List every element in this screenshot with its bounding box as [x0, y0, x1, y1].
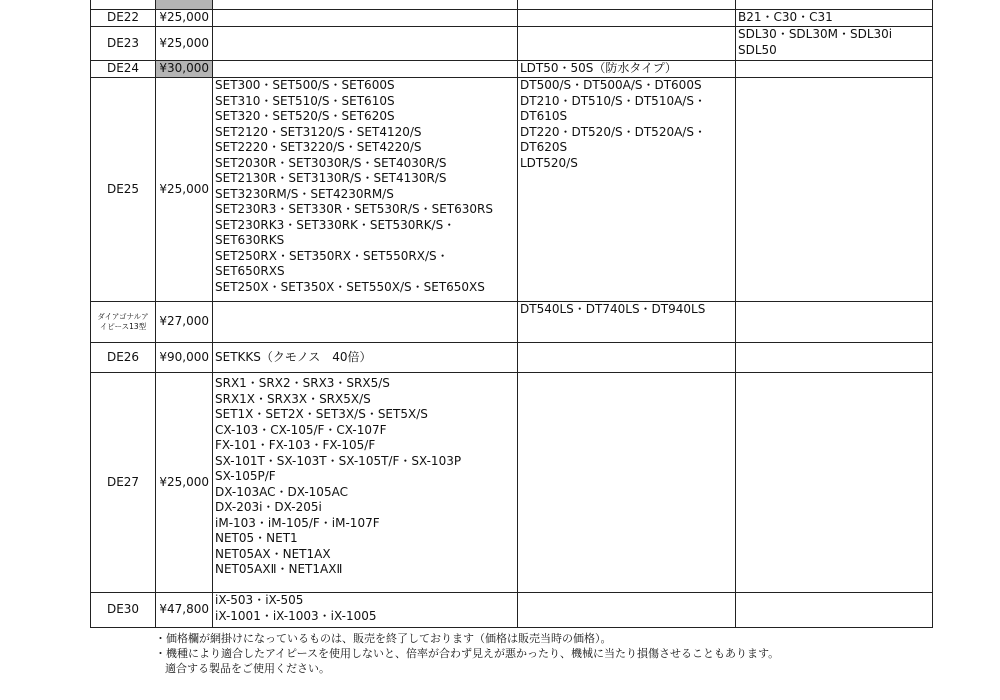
price-cell: ¥30,000 — [156, 61, 213, 78]
compatible-models-cell — [213, 78, 518, 302]
model-line: SRX1X・SRX3X・SRX5X/S — [215, 391, 371, 406]
model-line: NET05AXⅡ・NET1AXⅡ — [215, 562, 343, 576]
model-cell: DE25 — [91, 78, 156, 302]
price-cell: ¥25,000 — [156, 10, 213, 27]
compatible-models-cell — [518, 302, 736, 343]
model-line: SET3230RM/S・SET4230RM/S — [215, 186, 394, 201]
table-row — [91, 78, 933, 302]
model-line: SET300・SET500/S・SET600S — [215, 78, 395, 92]
model-line: SDL30・SDL30M・SDL30i — [738, 27, 893, 41]
compatible-models-cell — [518, 373, 736, 593]
model-line: SET630RKS — [215, 233, 285, 247]
model-cell: DE24 — [91, 61, 156, 78]
model-line: DX-103AC・DX-105AC — [215, 484, 348, 499]
price-cell: ¥47,800 — [156, 593, 213, 628]
model-line: B21・C30・C31 — [738, 10, 833, 24]
model-line: DT210・DT510/S・DT510A/S・ — [520, 93, 706, 108]
compatible-models-cell — [518, 78, 736, 302]
model-line: DT500/S・DT500A/S・DT600S — [520, 78, 702, 92]
table-row — [91, 27, 933, 61]
compatible-models-cell — [736, 10, 933, 27]
compatible-models-cell — [213, 343, 518, 373]
model-cell: DE26 — [91, 343, 156, 373]
model-line: SET2130R・SET3130R/S・SET4130R/S — [215, 171, 447, 185]
table-row — [91, 10, 933, 27]
compatible-models-cell — [736, 0, 933, 10]
model-cell — [91, 302, 156, 343]
model-line: DT220・DT520/S・DT520A/S・ — [520, 124, 706, 139]
compatible-models-cell — [518, 0, 736, 10]
model-line: CX-103・CX-105/F・CX-107F — [215, 422, 387, 437]
price-cell — [156, 0, 213, 10]
model-cell: DE27 — [91, 373, 156, 593]
model-line: SET2120・SET3120/S・SET4120/S — [215, 124, 422, 139]
eyepiece-compatibility-table — [90, 0, 933, 628]
model-line: DT610S — [520, 109, 568, 123]
price-cell: ¥25,000 — [156, 27, 213, 61]
table-row — [91, 0, 933, 10]
model-cell: DE23 — [91, 27, 156, 61]
compatible-models-cell — [213, 10, 518, 27]
model-line: DT540LS・DT740LS・DT940LS — [520, 302, 706, 316]
model-line: SX-105P/F — [215, 469, 276, 483]
price-cell: ¥25,000 — [156, 78, 213, 302]
model-line: SETKKS（クモノス 40倍） — [215, 349, 372, 364]
model-line: LDT520/S — [520, 155, 578, 170]
compatible-models-cell — [213, 593, 518, 628]
footnotes — [155, 631, 779, 676]
compatible-models-cell — [213, 0, 518, 10]
model-line: SET230R3・SET330R・SET530R/S・SET630RS — [215, 202, 493, 216]
model-line: SET250RX・SET350RX・SET550RX/S・ — [215, 248, 449, 263]
model-cell: DE22 — [91, 10, 156, 27]
model-line: NET05・NET1 — [215, 531, 298, 545]
table-row — [91, 61, 933, 78]
footnote-compatibility-cont: 適合する製品をご使用ください。 — [165, 662, 330, 675]
compatible-models-cell — [213, 373, 518, 593]
model-line: SDL50 — [738, 42, 777, 57]
model-cell: DE30 — [91, 593, 156, 628]
compatible-models-cell — [518, 27, 736, 61]
model-line: iX-1001・iX-1003・iX-1005 — [215, 608, 377, 623]
compatible-models-cell — [736, 27, 933, 61]
compatible-models-cell — [518, 10, 736, 27]
model-line: iM-103・iM-105/F・iM-107F — [215, 515, 380, 530]
compatible-models-cell — [518, 593, 736, 628]
table-row — [91, 343, 933, 373]
table-row — [91, 302, 933, 343]
compatible-models-cell — [213, 27, 518, 61]
compatible-models-cell — [736, 302, 933, 343]
model-line: SET2220・SET3220/S・SET4220/S — [215, 140, 422, 154]
compatible-models-cell — [213, 61, 518, 78]
model-line: FX-101・FX-103・FX-105/F — [215, 438, 376, 452]
compatible-models-cell — [213, 302, 518, 343]
model-line: SET320・SET520/S・SET620S — [215, 109, 395, 123]
model-line: DT620S — [520, 140, 568, 154]
model-line: NET05AX・NET1AX — [215, 546, 331, 561]
model-name-line: イピース13型 — [99, 322, 147, 331]
model-line: SRX1・SRX2・SRX3・SRX5/S — [215, 376, 390, 390]
model-line: SX-101T・SX-103T・SX-105T/F・SX-103P — [215, 453, 462, 468]
price-cell: ¥25,000 — [156, 373, 213, 593]
table-row — [91, 593, 933, 628]
compatible-models-cell — [736, 78, 933, 302]
model-line: DX-203i・DX-205i — [215, 500, 322, 514]
compatible-models-cell — [518, 61, 736, 78]
model-line: SET310・SET510/S・SET610S — [215, 93, 395, 108]
table-row — [91, 373, 933, 593]
model-cell — [91, 0, 156, 10]
model-line: LDT50・50S（防水タイプ） — [520, 61, 677, 75]
compatible-models-cell — [736, 373, 933, 593]
model-line: iX-503・iX-505 — [215, 593, 304, 607]
footnote-compatibility: ・機種により適合したアイピースを使用しないと、倍率が合わず見えが悪かったり、機械に当たり損傷させることもあります。 — [155, 647, 780, 660]
model-line: SET650RXS — [215, 264, 285, 278]
model-line: SET2030R・SET3030R/S・SET4030R/S — [215, 155, 447, 170]
model-line: SET230RK3・SET330RK・SET530RK/S・ — [215, 217, 456, 232]
footnote-discontinued: ・価格欄が網掛けになっているものは、販売を終了しております（価格は販売当時の価格）。 — [155, 632, 612, 645]
model-line: SET250X・SET350X・SET550X/S・SET650XS — [215, 279, 485, 294]
compatible-models-cell — [736, 593, 933, 628]
model-line: SET1X・SET2X・SET3X/S・SET5X/S — [215, 407, 428, 421]
compatible-models-cell — [736, 61, 933, 78]
compatible-models-cell — [518, 343, 736, 373]
price-cell: ¥27,000 — [156, 302, 213, 343]
model-name-line: ダイアゴナルア — [97, 312, 149, 321]
price-cell: ¥90,000 — [156, 343, 213, 373]
compatible-models-cell — [736, 343, 933, 373]
